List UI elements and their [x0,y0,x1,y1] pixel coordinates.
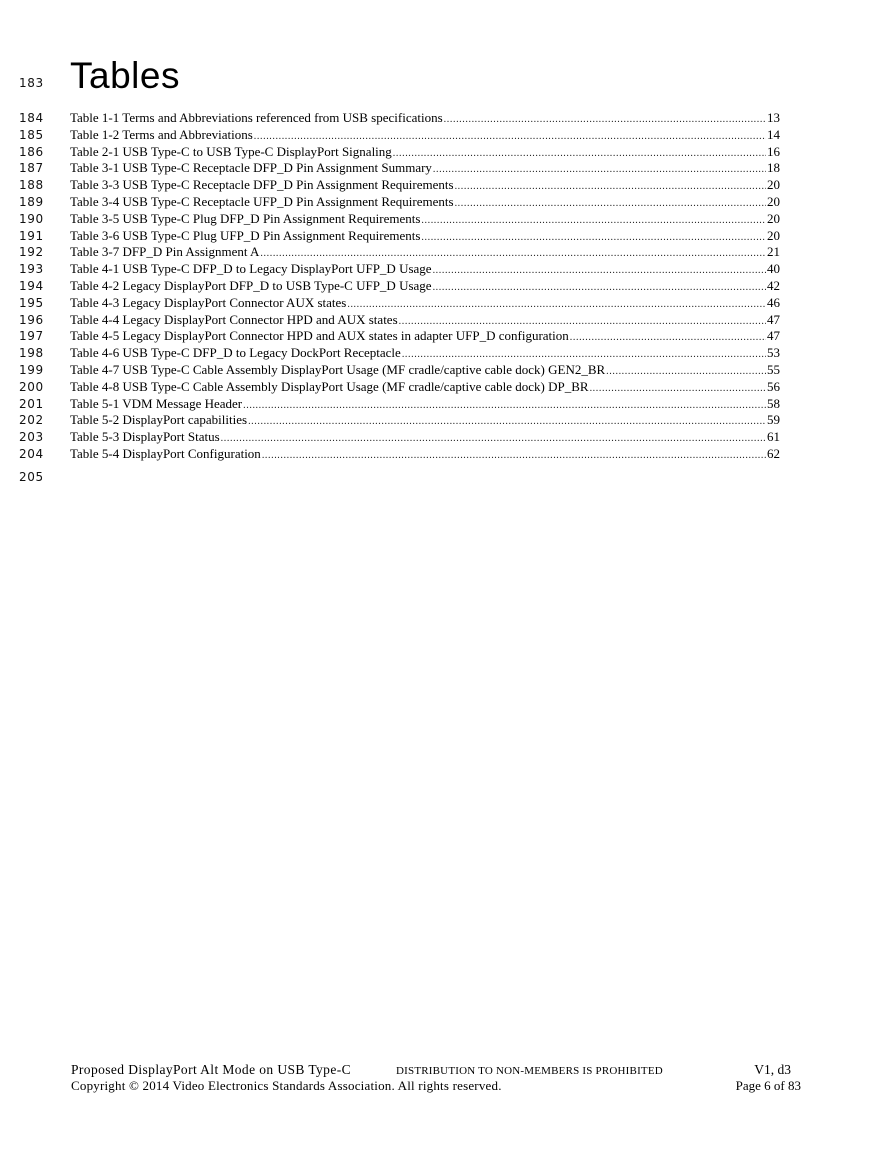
toc-entry-label[interactable]: Table 3-4 USB Type-C Receptacle UFP_D Pin Assignment Requirements [70,193,454,209]
line-number: 201 [19,396,44,411]
toc-entry-page[interactable]: 18 [767,160,780,176]
toc-dot-leader [606,364,766,379]
footer-doc-title: Proposed DisplayPort Alt Mode on USB Type-C [71,1062,352,1077]
toc-dot-leader [262,448,766,463]
toc-entry-label[interactable]: Table 4-6 USB Type-C DFP_D to Legacy DockPort Receptacle [70,345,401,361]
toc-entry-page[interactable]: 53 [767,345,780,361]
toc-entry[interactable] [70,211,780,228]
toc-dot-leader [347,297,766,312]
toc-entry-label[interactable]: Table 4-2 Legacy DisplayPort DFP_D to USB Type-C UFP_D Usage [70,277,432,293]
toc-dot-leader [421,213,766,228]
toc-dot-leader [243,398,766,413]
footer-top-line [71,1060,801,1076]
toc-entry[interactable] [70,446,780,463]
toc-dot-leader [444,112,766,127]
toc-entry-label[interactable]: Table 5-3 DisplayPort Status [70,429,220,445]
toc-entry[interactable] [70,144,780,161]
toc-entry-page[interactable]: 56 [767,378,780,394]
line-number: 184 [19,111,44,125]
toc-entry[interactable] [70,362,780,379]
toc-entry-page[interactable]: 16 [767,143,780,159]
toc-entry-label[interactable]: Table 3-5 USB Type-C Plug DFP_D Pin Assignment Requirements [70,210,421,226]
toc-entry-page[interactable]: 40 [767,261,780,277]
toc-entry[interactable] [70,110,780,127]
toc-dot-leader [455,179,766,194]
toc-entry[interactable] [70,261,780,278]
toc-entry-label[interactable]: Table 4-5 Legacy DisplayPort Connector HPD and AUX states in adapter UFP_D configuration [70,328,569,344]
toc-entry-label[interactable]: Table 3-1 USB Type-C Receptacle DFP_D Pin Assignment Summary [70,160,432,176]
toc-entry-label[interactable]: Table 1-2 Terms and Abbreviations [70,126,253,142]
toc-entry[interactable] [70,278,780,295]
toc-dot-leader [248,414,766,429]
toc-entry[interactable] [70,127,780,144]
section-heading: Tables [70,55,180,96]
toc-dot-leader [393,146,766,161]
toc-entry-page[interactable]: 20 [767,210,780,226]
toc-entry-page[interactable]: 21 [767,244,780,260]
toc-entry[interactable] [70,412,780,429]
toc-entry-page[interactable]: 20 [767,193,780,209]
toc-entry[interactable] [70,194,780,211]
footer-page-number: Page 6 of 83 [735,1078,801,1093]
toc-entry-label[interactable]: Table 1-1 Terms and Abbreviations referenced from USB specifications [70,110,443,125]
line-number: 197 [19,329,44,344]
toc-entry-label[interactable]: Table 5-2 DisplayPort capabilities [70,412,248,428]
line-number: 183 [19,76,44,90]
toc-entry-label[interactable]: Table 4-7 USB Type-C Cable Assembly DisplayPort Usage (MF cradle/captive cable dock) GEN2_BR [70,361,606,377]
toc-entry[interactable] [70,379,780,396]
toc-entry[interactable] [70,177,780,194]
line-number: 200 [19,379,44,394]
toc-entry-label[interactable]: Table 3-6 USB Type-C Plug UFP_D Pin Assignment Requirements [70,227,421,243]
line-number: 204 [19,446,44,461]
toc-entry-page[interactable]: 59 [767,412,780,428]
toc-entry[interactable] [70,396,780,413]
toc-entry-page[interactable]: 46 [767,294,780,310]
toc-entry-page[interactable]: 58 [767,395,780,411]
line-number: 192 [19,245,44,260]
line-number: 194 [19,278,44,293]
line-number: 205 [19,470,44,484]
line-number: 191 [19,228,44,243]
toc-entry-page[interactable]: 62 [767,445,780,461]
toc-dot-leader [402,347,766,362]
line-number: 199 [19,362,44,377]
toc-entry-label[interactable]: Table 4-1 USB Type-C DFP_D to Legacy DisplayPort UFP_D Usage [70,261,432,277]
toc-entry-label[interactable]: Table 5-4 DisplayPort Configuration [70,445,261,461]
line-number: 185 [19,127,44,142]
toc-dot-leader [433,280,766,295]
toc-entry-page[interactable]: 42 [767,277,780,293]
toc-entry-label[interactable]: Table 4-8 USB Type-C Cable Assembly DisplayPort Usage (MF cradle/captive cable dock) DP_BR [70,378,589,394]
line-number: 193 [19,262,44,277]
toc-entry[interactable] [70,429,780,446]
toc-entry-page[interactable]: 13 [767,110,780,125]
toc-dot-leader [421,230,766,245]
toc-entry[interactable] [70,160,780,177]
toc-entry[interactable] [70,328,780,345]
line-number: 198 [19,346,44,361]
toc-dot-leader [455,196,766,211]
toc-entry-label[interactable]: Table 4-3 Legacy DisplayPort Connector AUX states [70,294,347,310]
toc-entry-page[interactable]: 61 [767,429,780,445]
toc-entry-label[interactable]: Table 3-7 DFP_D Pin Assignment A [70,244,260,260]
toc-entry-label[interactable]: Table 3-3 USB Type-C Receptacle DFP_D Pin Assignment Requirements [70,177,454,193]
toc-entry-page[interactable]: 47 [767,328,780,344]
footer-bottom-line [71,1076,801,1092]
toc-entry[interactable] [70,295,780,312]
line-number: 196 [19,312,44,327]
toc-entry[interactable] [70,228,780,245]
line-number: 189 [19,194,44,209]
line-number: 188 [19,178,44,193]
toc-entry[interactable] [70,345,780,362]
toc-dot-leader [433,162,766,177]
line-number: 203 [19,430,44,445]
line-number: 186 [19,144,44,159]
toc-dot-leader [433,263,766,278]
toc-dot-leader [399,314,766,329]
footer-copyright: Copyright © 2014 Video Electronics Standards Association. All rights reserved. [71,1078,502,1093]
footer-distribution-notice: DISTRIBUTION TO NON-MEMBERS IS PROHIBITED [396,1065,663,1077]
line-number: 190 [19,211,44,226]
toc-entry-page[interactable]: 20 [767,227,780,243]
toc-entry-label[interactable]: Table 5-1 VDM Message Header [70,395,243,411]
line-number: 202 [19,413,44,428]
toc-entry-page[interactable]: 55 [767,361,780,377]
toc-dot-leader [590,381,766,396]
table-of-tables [70,110,780,463]
toc-dot-leader [570,330,766,345]
line-number: 187 [19,161,44,176]
toc-dot-leader [221,431,766,446]
toc-entry[interactable] [70,312,780,329]
line-number: 195 [19,295,44,310]
toc-dot-leader [254,129,766,144]
toc-entry-page[interactable]: 47 [767,311,780,327]
toc-entry[interactable] [70,244,780,261]
page-footer [71,1060,801,1092]
toc-entry-page[interactable]: 20 [767,177,780,193]
toc-dot-leader [260,246,766,261]
toc-entry-page[interactable]: 14 [767,126,780,142]
toc-entry-label[interactable]: Table 4-4 Legacy DisplayPort Connector HPD and AUX states [70,311,398,327]
toc-entry-label[interactable]: Table 2-1 USB Type-C to USB Type-C DisplayPort Signaling [70,143,392,159]
toc-line-numbers [19,110,44,463]
footer-version: V1, d3 [754,1062,791,1077]
